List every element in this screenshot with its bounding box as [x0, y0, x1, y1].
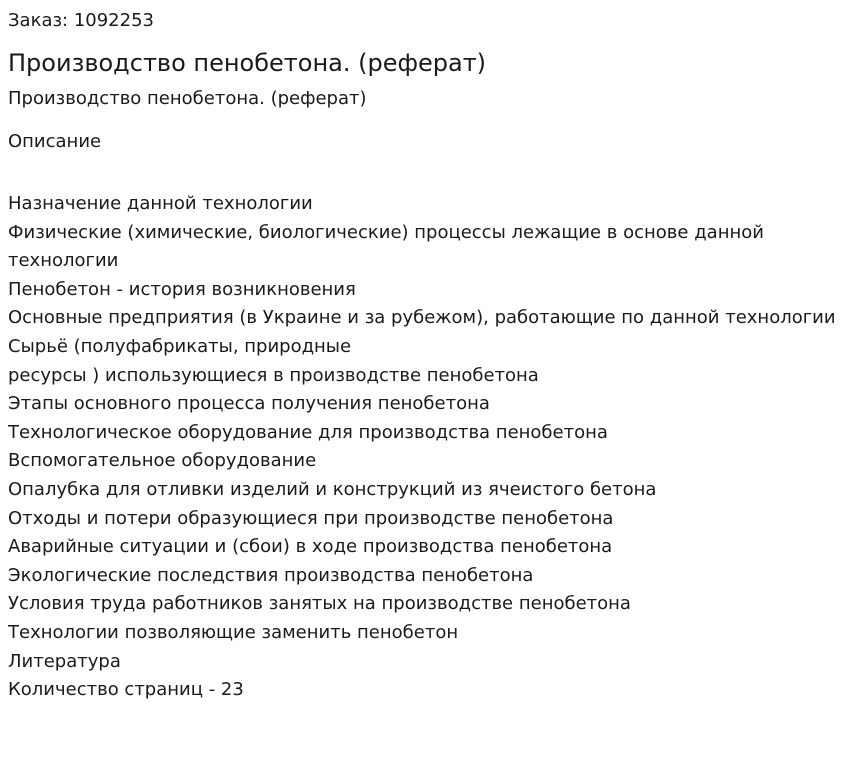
- contents-item: Вспомогательное оборудование: [8, 450, 317, 472]
- description-heading: Описание: [8, 131, 102, 152]
- contents-item: Технологическое оборудование для производства пенобетона: [8, 421, 608, 443]
- page-subtitle: Производство пенобетона. (реферат): [8, 88, 367, 109]
- contents-item: Пенобетон - история возникновения: [8, 278, 356, 300]
- contents-item: Технологии позволяющие заменить пенобетон: [8, 621, 459, 643]
- contents-list: [8, 190, 839, 705]
- contents-item: Этапы основного процесса получения пенобетона: [8, 393, 490, 415]
- page-title: Производство пенобетона. (реферат): [8, 49, 487, 77]
- contents-item: Условия труда работников занятых на производстве пенобетона: [8, 593, 631, 615]
- contents-item: ресурсы ) использующиеся в производстве пенобетона: [8, 364, 539, 386]
- contents-item: Основные предприятия (в Украине и за рубежом), работающие по данной технологии: [8, 307, 836, 329]
- contents-item: Экологические последствия производства пенобетона: [8, 564, 534, 586]
- contents-item: Аварийные ситуации и (сбои) в ходе производства пенобетона: [8, 536, 613, 558]
- contents-item: Назначение данной технологии: [8, 193, 313, 214]
- contents-item: Физические (химические, биологические) процессы лежащие в основе данной технологии: [8, 221, 764, 272]
- contents-item: Отходы и потери образующиеся при производстве пенобетона: [8, 507, 614, 529]
- order-number: Заказ: 1092253: [8, 10, 154, 31]
- contents-item: Количество страниц - 23: [8, 679, 244, 701]
- contents-item: Опалубка для отливки изделий и конструкций из ячеистого бетона: [8, 478, 657, 500]
- contents-item: Сырьё (полуфабрикаты, природные: [8, 335, 352, 357]
- contents-item: Литература: [8, 650, 121, 672]
